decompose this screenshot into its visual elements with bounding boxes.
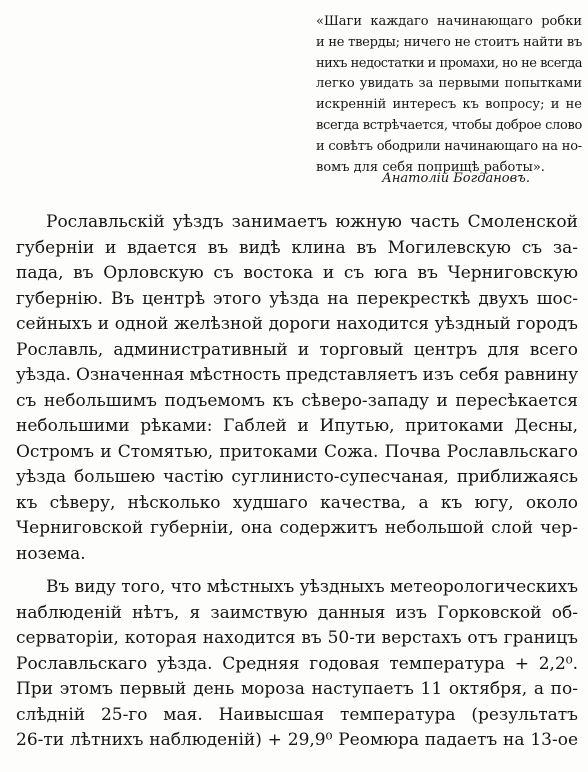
epigraph-line: легко увидать за первыми попытками	[316, 76, 582, 92]
paragraph-2	[16, 575, 578, 754]
text-line: нозема.	[16, 543, 86, 564]
text-line: пада, въ Орловскую съ востока и съ юга въ Черниговскую	[16, 263, 578, 283]
epigraph-line: всегда встрѣчается, чтобы доброе слово	[316, 117, 582, 133]
paragraph-1	[16, 210, 578, 567]
epigraph-line: и не тверды; ничего не стоитъ найти въ	[316, 34, 582, 50]
text-line: Въ виду того, что мѣстныхъ уѣздныхъ метеорологическихъ	[46, 577, 579, 597]
text-line: наблюденій нѣтъ, я заимствую данныя изъ Горковской об-	[16, 602, 578, 623]
epigraph-author: Анатолій Богдановъ.	[382, 171, 530, 186]
text-line: Черниговской губерніи, она содержитъ небольшой слой чер-	[16, 518, 578, 538]
text-line: Рославльскаго уѣзда. Средняя годовая температура + 2,2⁰.	[16, 653, 578, 674]
text-line: слѣдній 25-го мая. Наивысшая температура (результатъ	[16, 704, 578, 725]
text-line: 26-ти лѣтнихъ наблюденій) + 29,9⁰ Реомюра падаетъ на 13-ое	[16, 730, 578, 750]
text-line: уѣзда. Означенная мѣстность представляетъ изъ себя равнину	[16, 365, 578, 385]
text-line: Рославль, административный и торговый центръ для всего	[16, 339, 578, 360]
text-line: Остромъ и Стомятью, притоками Сожа. Почва Рославльскаго	[16, 441, 578, 462]
text-line: губерніи и вдается въ видѣ клина въ Могилевскую съ за-	[16, 237, 578, 258]
epigraph-line: нихъ недостатки и промахи, но не всегда	[316, 55, 582, 71]
text-line: къ сѣверу, нѣсколько худшаго качества, а къ югу, около	[16, 492, 578, 513]
epigraph-line: искренній интересъ къ вопросу; и не	[316, 97, 582, 113]
text-line: губернію. Въ центрѣ этого уѣзда на перекресткѣ двухъ шос-	[16, 288, 578, 309]
epigraph	[316, 12, 582, 178]
text-line: При этомъ первый день мороза наступаетъ 11 октября, а по-	[16, 679, 578, 699]
body-text	[16, 210, 578, 754]
text-line: небольшими рѣками: Габлей и Ипутью, притоками Десны,	[16, 416, 578, 436]
epigraph-line: «Шаги каждаго начинающаго робки	[316, 14, 582, 29]
text-line: серваторіи, которая находится въ 50-ти верстахъ отъ границъ	[16, 628, 578, 648]
epigraph-line: вомъ для себя поприщѣ работы».	[316, 159, 545, 175]
text-line: съ небольшимъ подъемомъ къ сѣверо-западу и пересѣкается	[16, 390, 578, 411]
text-line: уѣзда большею частію суглинисто-супесчаная, приближаясь	[16, 467, 578, 487]
epigraph-line: и совѣтъ ободрили начинающаго на но-	[316, 138, 582, 154]
text-line: Рославльскій уѣздъ занимаетъ южную часть Смоленской	[46, 212, 578, 232]
text-line: сейныхъ и одной желѣзной дороги находится уѣздный городъ	[16, 314, 578, 334]
